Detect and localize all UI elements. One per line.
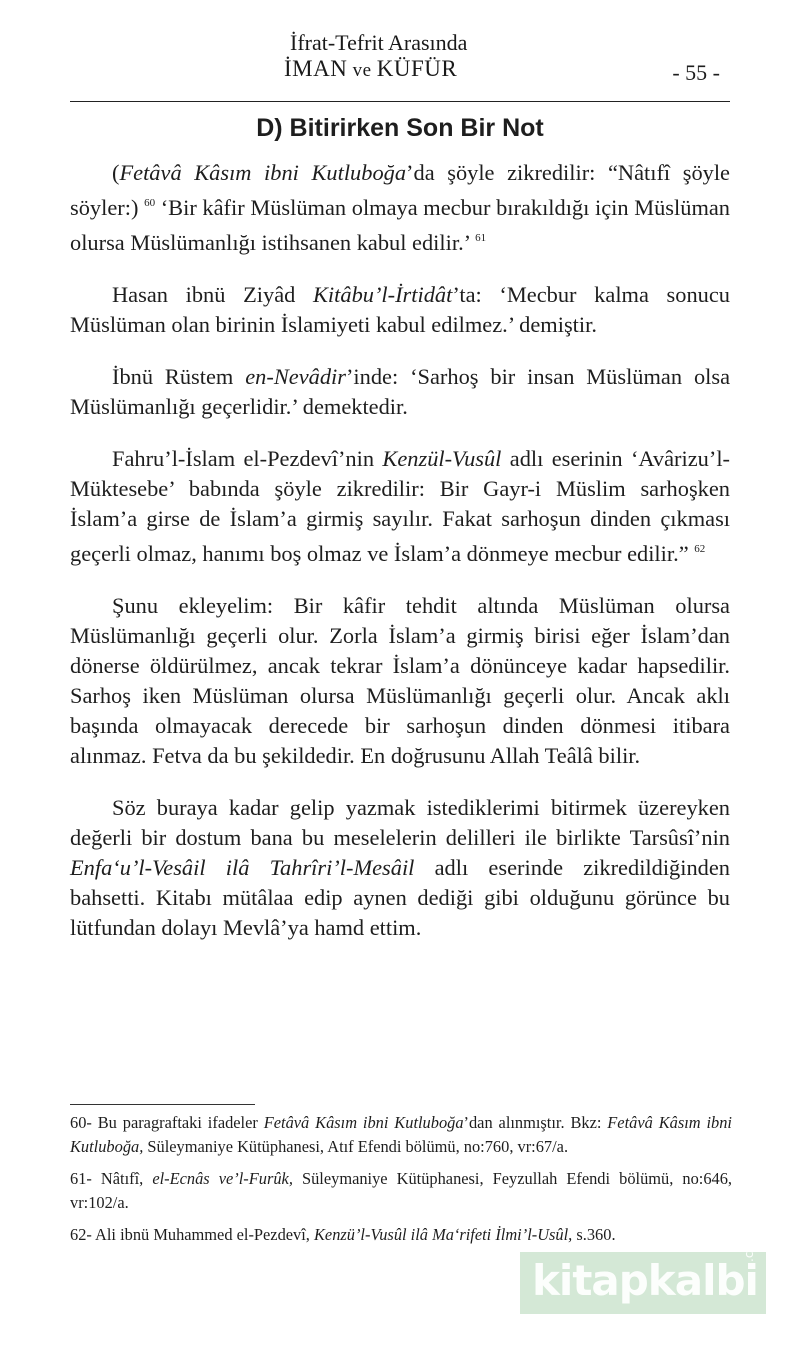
book-title-italic: Fetâvâ Kâsım ibni Kutluboğa (119, 160, 407, 185)
book-title-italic: en-Nevâdir (245, 364, 346, 389)
text-run: 62- Ali ibnü Muhammed el-Pezdevî, (70, 1225, 314, 1244)
header-rule (70, 101, 730, 102)
text-run: adlı eserinde zikredildiğinden bahsetti. Kitabı mütâlaa edip aynen dediği gibi olduğunu görünce bu lütfundan dolayı Mevlâ’ya hamd ettim. (70, 855, 730, 940)
text-run: 60- Bu paragraftaki ifadeler (70, 1113, 264, 1132)
header-title-line2 (284, 56, 584, 84)
text-run: ’da şöyle zikredilir: “Nâtıfî şöyle söyler:) (70, 160, 730, 220)
text-run: Süleymaniye Kütüphanesi, Atıf Efendi bölümü, no:760, vr:67/a. (143, 1137, 569, 1156)
text-run: Söz buraya kadar gelip yazmak istediklerimi bitirmek üzereyken değerli bir dostum bana bu meselelerin delilleri ile birlikte Tarsûsî’nin (70, 795, 730, 850)
text-run: ’ta: ‘Mecbur kalma sonucu Müslüman olan birinin İslamiyeti kabul edilmez.’ demiştir. (70, 282, 730, 337)
book-title-italic: el-Ecnâs ve’l-Furûk, (152, 1169, 293, 1188)
footnote-60 (70, 1111, 732, 1159)
text-run: ’inde: ‘Sarhoş bir insan Müslüman olsa Müslümanlığı geçerlidir.’ demektedir. (70, 364, 731, 419)
text-run: ‘Bir kâfir Müslüman olmaya mecbur bırakıldığı için Müslüman olursa Müslümanlığı istihsanen kabul edilir.’ (70, 195, 730, 255)
text-run: s.360. (572, 1225, 616, 1244)
body-text (70, 158, 730, 943)
paragraph-4 (70, 444, 730, 569)
header-title-line1: İfrat-Tefrit Arasında (290, 30, 468, 55)
footnotes (70, 1111, 732, 1255)
paragraph-2 (70, 280, 730, 340)
header-title-iman: İMAN (284, 56, 348, 81)
text-run: Fahru’l-İslam el-Pezdevî’nin (112, 446, 383, 471)
footnote-ref-60: 60 (144, 197, 156, 209)
header-title-ve: ve (347, 60, 377, 81)
book-title-italic: Kenzü’l-Vusûl ilâ Ma‘rifeti İlmi’l-Usûl, (314, 1225, 573, 1244)
text-run: İbnü Rüstem (112, 364, 246, 389)
text-run: Süleymaniye Kütüphanesi, Feyzullah Efendi bölümü, no:646, vr:102/a. (70, 1169, 733, 1212)
running-header-title (284, 30, 584, 84)
footnote-61 (70, 1167, 732, 1215)
watermark-suffix: .com (742, 1232, 756, 1262)
text-run: ’dan alınmıştır. Bkz: (463, 1113, 608, 1132)
header-title-kufur: KÜFÜR (376, 56, 458, 81)
footnote-ref-62: 62 (694, 543, 706, 555)
book-title-italic: Fetâvâ Kâsım ibni Kutluboğa (263, 1113, 464, 1132)
section-heading: D) Bitirirken Son Bir Not (256, 114, 544, 142)
paragraph-3 (70, 362, 730, 422)
footnote-ref-61: 61 (475, 232, 487, 244)
paragraph-5: Şunu ekleyelim: Bir kâfir tehdit altında Müslüman olursa Müslümanlığı geçerli olur. Zorla İslam’a girmiş birisi eğer İslam’dan dönerse öldürülmez, ancak tekrar İslam’a dönünceye kadar hapsedilir. Sarhoş iken Müslüman olursa Müslümanlığı geçerli olur. Ancak aklı başında olmayacak derecede bir sarhoşun dinden dönmesi itibara alınmaz. Fetva da bu şekildedir. En doğrusunu Allah Teâlâ bilir. (70, 593, 730, 768)
text-run: 61- Nâtıfî, (70, 1169, 153, 1188)
watermark-logo: kitapkalbi (532, 1256, 758, 1305)
book-title-italic: Fetâvâ Kâsım ibni Kutluboğa, (70, 1113, 732, 1156)
book-title-italic: Kenzül-Vusûl (382, 446, 502, 471)
text-run: adlı eserinin ‘Avârizu’l-Müktesebe’ babında şöyle zikredilir: Bir Gayr-i Müslim sarhoşken İslam’a girse de İslam’a girmiş sayılır. Fakat sarhoşun dinden çıkması geçerli olmaz, hanımı boş olmaz ve İslam’a dönmeye mecbur edilir.” (70, 446, 730, 566)
paragraph-1 (70, 158, 730, 258)
footnote-62 (70, 1223, 732, 1247)
footnote-rule (70, 1104, 255, 1105)
text-run: Hasan ibnü Ziyâd (112, 282, 313, 307)
book-title-italic: Kitâbu’l-İrtidât (313, 282, 453, 307)
paragraph-6 (70, 793, 730, 943)
page-number: - 55 - (672, 60, 720, 85)
book-title-italic: Enfa‘u’l-Vesâil ilâ Tahrîri’l-Mesâil (70, 855, 415, 880)
text-run: ( (112, 160, 120, 185)
